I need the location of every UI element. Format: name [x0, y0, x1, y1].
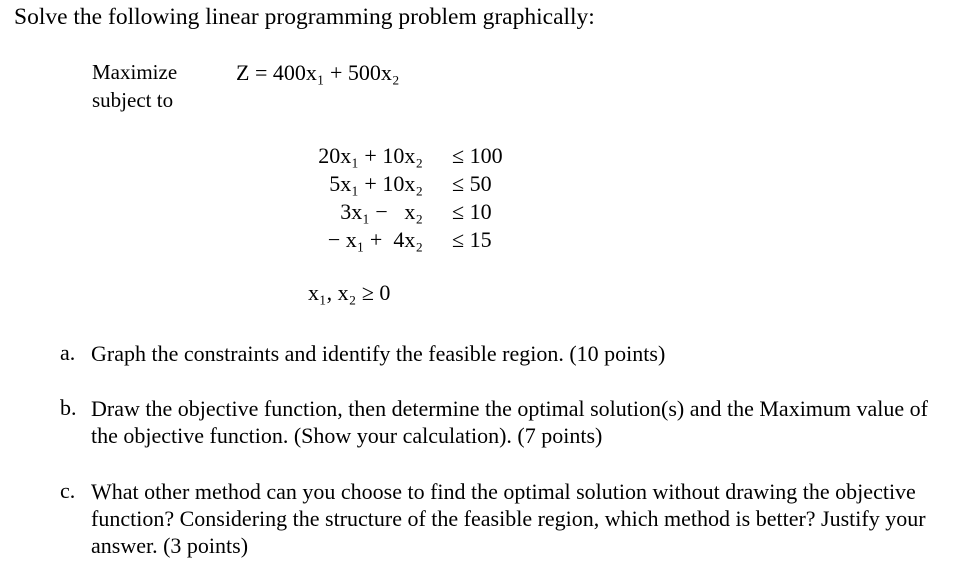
constraint-1-lhs: 20x₁ + 10x₂: [318, 143, 423, 168]
constraint-4-lhs: − x₁ + 4x₂: [327, 227, 423, 252]
question-c-text: What other method can you choose to find the optimal solution without drawing the objective function? Considering the structure of the feasible region, which method is better? Justify your answer. (3 points): [91, 479, 926, 558]
constraint-3-rhs: ≤ 10: [452, 199, 492, 224]
question-b-letter: b.: [60, 395, 77, 420]
subject-to-label: subject to: [92, 88, 174, 112]
maximize-label: Maximize: [92, 60, 178, 84]
nonnegativity-constraint: x₁, x₂ ≥ 0: [308, 280, 391, 305]
constraint-4-rhs: ≤ 15: [452, 227, 492, 252]
constraint-1-rhs: ≤ 100: [452, 143, 503, 168]
constraint-2-rhs: ≤ 50: [452, 171, 492, 196]
question-c-letter: c.: [60, 478, 76, 503]
question-b-text: Draw the objective function, then determine the optimal solution(s) and the Maximum value of the objective function. (Show your calculation). (7 points): [91, 396, 928, 448]
problem-heading: Solve the following linear programming problem graphically:: [14, 4, 595, 30]
constraint-2-lhs: 5x₁ + 10x₂: [329, 171, 423, 196]
question-a-letter: a.: [60, 340, 76, 365]
constraint-3-lhs: 3x₁ − x₂: [340, 199, 423, 224]
question-a-text: Graph the constraints and identify the feasible region. (10 points): [91, 341, 666, 366]
objective-function: Z = 400x₁ + 500x₂: [236, 60, 400, 85]
